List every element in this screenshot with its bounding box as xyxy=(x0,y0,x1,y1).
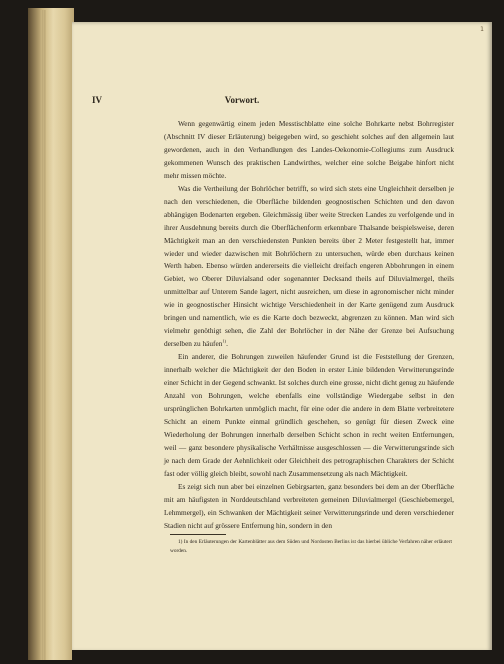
book-binding-edge xyxy=(28,8,74,660)
paragraph-2-end: . xyxy=(226,339,228,349)
paragraph-1: Wenn gegenwärtig einem jeden Messtischblatte eine solche Bohrkarte nebst Bohrregister (Abschnitt IV dieser Erläuterung) beigegeben wird, so geschieht solches auf den allgemein laut gewordenen, auch in den Verhandlungen des Landes-Oekonomie-Collegiums zum Ausdruck gekommenen Wunsch des praktischen Landwirthes, welcher eine solche Beigabe hinfort nicht mehr missen möchte. xyxy=(164,119,454,180)
page-title: Vorwort. xyxy=(224,95,260,105)
body-text xyxy=(164,118,454,533)
footnote: 1) In den Erläuterungen der Kartenblätter aus dem Süden und Nordosten Berlins ist das hierbei übliche Verfahren näher erläutert worden. xyxy=(170,539,452,554)
paragraph-4: Es zeigt sich nun aber bei einzelnen Gebirgsarten, ganz besonders bei dem an der Oberfläche mit am häufigsten in Norddeutschland verbreiteten gemeinen Diluvialmergel (Geschiebemergel, Lehmmergel), ein Schwanken der Mächtigkeit seiner Verwitterungsrinde und deren verschiedener Stadien nicht auf grössere Entfernung hin, sondern in den xyxy=(164,481,454,530)
paragraph-3: Ein anderer, die Bohrungen zuweilen häufender Grund ist die Feststellung der Grenzen, innerhalb welcher die Mächtigkeit der den Boden in erster Linie bildenden Verwitterungsrinde einer Schicht in der Gegend schwankt. Ist solches durch eine grosse, nicht dicht genug zu häufende Anzahl von Bohrungen, welche ebenfalls eine vollständige Wiedergabe selbst in den ursprünglichen Bohrkarten unmöglich macht, für eine oder die andere in dem Blatte verbreitetere Schicht an einem Punkte einmal gründlich geschehen, so genügt für diesen Zweck eine Wiederholung der Bohrungen innerhalb derselben Schicht schon in recht weiten Entfernungen, weil — ganz besondere physikalische Verhältnisse ausgeschlossen — die Verwitterungsrinde sich je nach dem Grade der Aehnlichkeit oder Gleichheit des petrographischen Charakters der Schicht fast oder völlig gleich bleibt, sowohl nach Zusammensetzung als nach Mächtigkeit. xyxy=(164,352,454,478)
paragraph-2 xyxy=(164,183,454,351)
bottom-shadow xyxy=(72,650,492,664)
footnote-divider xyxy=(170,534,226,535)
corner-mark: 1 xyxy=(480,26,484,33)
page-number: IV xyxy=(92,95,103,105)
footnote-reference: 1) xyxy=(222,338,227,344)
paragraph-2-text: Was die Vertheilung der Bohrlöcher betrifft, so wird sich stets eine Ungleichheit derselben je nach den verschiedenen, die Oberfläche bildenden geognostischen Schichten und den davon abhängigen Bodenarten ergeben. Gleichmässig über weite Strecken Landes zu verfolgende und in ihrer Ausdehnung bereits durch die Oberflächenform erkennbare Thalsande beispielsweise, deren Mächtigkeit man an den verschiedensten Punkten bereits über 2 Meter festgestellt hat, immer wieder und wieder dazwischen mit Bohrlöchern zu untersuchen, würde eben durchaus keinen Werth haben. Ebenso würden andererseits die vielleicht dreifach engeren Abbohrungen in einem Gebiet, wo Oberer Diluvialsand oder sogenannter Decksand theils auf Diluvialmergel, theils unmittelbar auf Unterem Sande lagert, nicht ausreichen, um diese in agronomischer nicht minder wie in geognostischer Hinsicht wichtige Verschiedenheit in der Karte genügend zum Ausdruck bringen und namentlich, wie es die Karte doch bezweckt, abgrenzen zu können. Man wird sich vielmehr genöthigt sehen, die Zahl der Bohrlöcher in der Nähe der Grenze bei Aufsuchung derselben zu häufen xyxy=(164,183,454,349)
page-header xyxy=(92,95,392,109)
page-stack-edges xyxy=(40,10,46,660)
